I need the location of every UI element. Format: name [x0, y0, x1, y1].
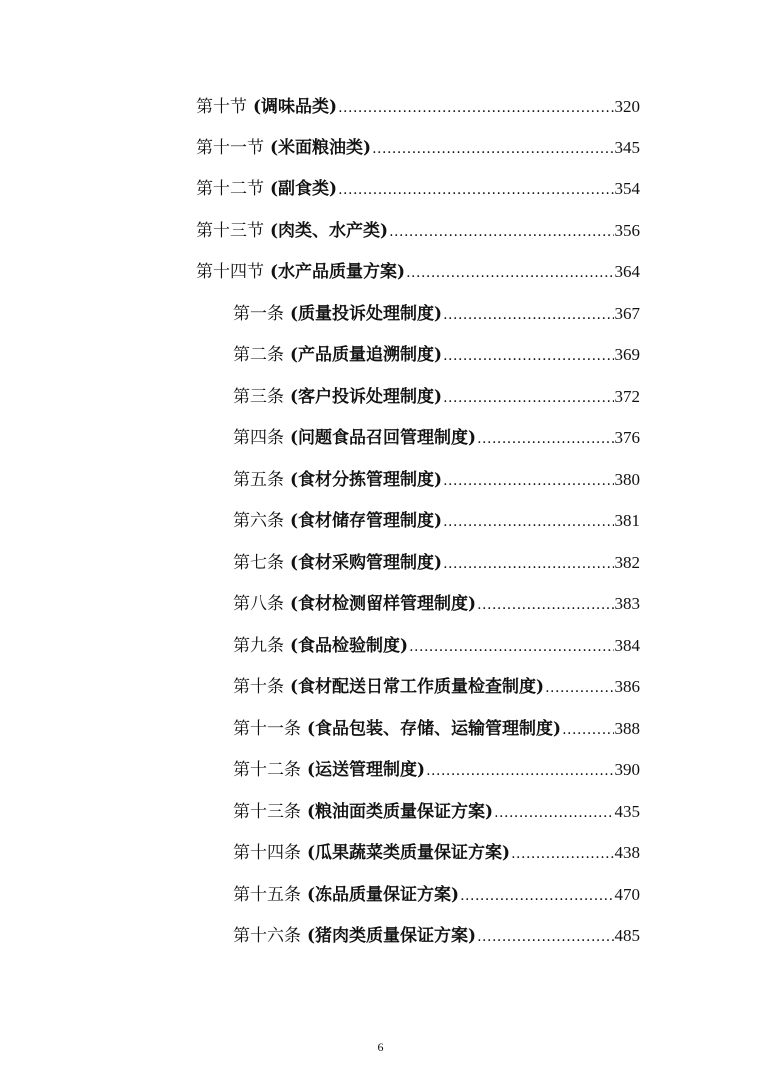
toc-entry[interactable] — [233, 797, 640, 827]
toc-entry[interactable] — [233, 880, 640, 910]
entry-number: 第十二条 — [233, 760, 301, 780]
entry-title: (食材采购管理制度) — [290, 553, 443, 573]
dot-leader — [409, 632, 613, 662]
toc-entry[interactable] — [196, 174, 640, 204]
entry-title: (食品检验制度) — [290, 636, 409, 656]
dot-leader — [372, 134, 613, 164]
entry-number: 第十二节 — [196, 179, 264, 199]
entry-page-number: 383 — [614, 594, 640, 613]
entry-page-number: 372 — [614, 387, 640, 406]
entry-page-number: 388 — [614, 719, 640, 738]
toc-entry[interactable] — [233, 921, 640, 951]
entry-number: 第二条 — [233, 345, 284, 365]
toc-entry[interactable] — [196, 92, 640, 122]
toc-entry[interactable] — [196, 133, 640, 163]
entry-number: 第六条 — [233, 511, 284, 531]
dot-leader — [477, 590, 613, 620]
dot-leader — [477, 922, 613, 952]
dot-leader — [443, 341, 613, 371]
entry-title: (副食类) — [270, 179, 338, 199]
entry-title: (运送管理制度) — [307, 760, 426, 780]
entry-title: (米面粮油类) — [270, 138, 372, 158]
entry-page-number: 485 — [614, 926, 640, 945]
toc-entry[interactable] — [233, 631, 640, 661]
dot-leader — [460, 881, 613, 911]
entry-title: (肉类、水产类) — [270, 221, 389, 241]
entry-number: 第七条 — [233, 553, 284, 573]
toc-entry[interactable] — [233, 423, 640, 453]
toc-entry[interactable] — [233, 589, 640, 619]
entry-number: 第十六条 — [233, 926, 301, 946]
entry-number: 第十四节 — [196, 262, 264, 282]
entry-page-number: 386 — [614, 677, 640, 696]
toc-entry[interactable] — [233, 672, 640, 702]
dot-leader — [545, 673, 613, 703]
toc-entry[interactable] — [233, 465, 640, 495]
entry-number: 第十一条 — [233, 719, 301, 739]
entry-title: (产品质量追溯制度) — [290, 345, 443, 365]
entry-page-number: 382 — [614, 553, 640, 572]
toc-entry[interactable] — [233, 299, 640, 329]
entry-number: 第十条 — [233, 677, 284, 697]
entry-number: 第八条 — [233, 594, 284, 614]
entry-page-number: 345 — [614, 138, 640, 157]
entry-number: 第十节 — [196, 97, 247, 117]
entry-page-number: 364 — [614, 262, 640, 281]
dot-leader — [338, 93, 613, 123]
entry-page-number: 320 — [614, 97, 640, 116]
entry-number: 第十三节 — [196, 221, 264, 241]
toc-entry[interactable] — [233, 548, 640, 578]
dot-leader — [426, 756, 613, 786]
page-number: 6 — [377, 1040, 384, 1054]
dot-leader — [443, 300, 613, 330]
entry-page-number: 438 — [614, 843, 640, 862]
entry-number: 第十一节 — [196, 138, 264, 158]
entry-title: (粮油面类质量保证方案) — [307, 802, 494, 822]
entry-title: (食材检测留样管理制度) — [290, 594, 477, 614]
toc-entry[interactable] — [196, 257, 640, 287]
dot-leader — [562, 715, 613, 745]
entry-title: (食材配送日常工作质量检查制度) — [290, 677, 545, 697]
dot-leader — [443, 549, 613, 579]
toc-entry[interactable] — [233, 755, 640, 785]
entry-title: (质量投诉处理制度) — [290, 304, 443, 324]
entry-page-number: 367 — [614, 304, 640, 323]
entry-title: (食品包装、存储、运输管理制度) — [307, 719, 562, 739]
entry-page-number: 384 — [614, 636, 640, 655]
entry-number: 第十五条 — [233, 885, 301, 905]
toc-entry[interactable] — [233, 838, 640, 868]
entry-title: (冻品质量保证方案) — [307, 885, 460, 905]
entry-page-number: 381 — [614, 511, 640, 530]
entry-number: 第一条 — [233, 304, 284, 324]
toc-entry[interactable] — [233, 382, 640, 412]
entry-title: (食材储存管理制度) — [290, 511, 443, 531]
toc-entry[interactable] — [233, 506, 640, 536]
entry-page-number: 356 — [614, 221, 640, 240]
entry-number: 第十四条 — [233, 843, 301, 863]
entry-number: 第十三条 — [233, 802, 301, 822]
dot-leader — [389, 217, 613, 247]
entry-title: (调味品类) — [253, 97, 338, 117]
dot-leader — [443, 466, 613, 496]
entry-title: (瓜果蔬菜类质量保证方案) — [307, 843, 511, 863]
entry-page-number: 376 — [614, 428, 640, 447]
entry-title: (水产品质量方案) — [270, 262, 406, 282]
dot-leader — [494, 798, 613, 828]
entry-title: (食材分拣管理制度) — [290, 470, 443, 490]
toc-entry[interactable] — [233, 714, 640, 744]
entry-number: 第三条 — [233, 387, 284, 407]
entry-number: 第四条 — [233, 428, 284, 448]
entry-page-number: 354 — [614, 179, 640, 198]
dot-leader — [443, 383, 613, 413]
dot-leader — [477, 424, 613, 454]
entry-title: (客户投诉处理制度) — [290, 387, 443, 407]
entry-page-number: 470 — [614, 885, 640, 904]
dot-leader — [406, 258, 613, 288]
dot-leader — [511, 839, 613, 869]
toc-entry[interactable] — [196, 216, 640, 246]
entry-page-number: 369 — [614, 345, 640, 364]
entry-title: (猪肉类质量保证方案) — [307, 926, 477, 946]
entry-page-number: 380 — [614, 470, 640, 489]
dot-leader — [443, 507, 613, 537]
entry-number: 第九条 — [233, 636, 284, 656]
entry-page-number: 390 — [614, 760, 640, 779]
entry-title: (问题食品召回管理制度) — [290, 428, 477, 448]
toc-entry[interactable] — [233, 340, 640, 370]
entry-number: 第五条 — [233, 470, 284, 490]
dot-leader — [338, 175, 613, 205]
entry-page-number: 435 — [614, 802, 640, 821]
